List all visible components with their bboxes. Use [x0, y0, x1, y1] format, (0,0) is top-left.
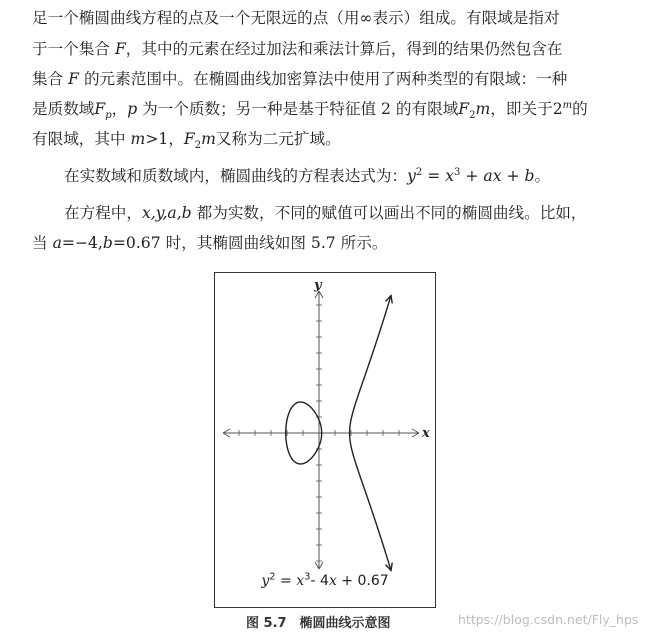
text-line-7 [64, 203, 586, 223]
text-span: 于一个集合 [32, 40, 115, 58]
text-span: >1， [145, 130, 184, 148]
math-operator: + [460, 167, 484, 185]
math-subscript: 2 [469, 110, 476, 122]
eq-x2: x [328, 573, 337, 589]
text-span: ，即关于 [490, 100, 553, 118]
text-span: ，其中的元素在经过加法和乘法计算后，得到的结果仍然包含在 [125, 40, 563, 58]
text-span: 足一个椭圆曲线方程的点及一个无限远的点（用∞表示）组成。有限域是指对 [32, 9, 560, 27]
math-symbol: F [183, 130, 195, 148]
text-span: 都为实数，不同的赋值可以画出不同的椭圆曲线。比如， [191, 204, 587, 222]
watermark: https://blog.csdn.net/Fly_hps [458, 612, 639, 627]
math-superscript: 2 [415, 166, 423, 178]
text-span: 。 [534, 167, 551, 185]
math-symbol: m [201, 130, 216, 148]
text-span: ， [111, 100, 128, 118]
text-line-2 [32, 39, 562, 59]
text-span: 集合 [32, 70, 69, 88]
math-symbol: 2 [552, 100, 563, 118]
math-symbol: ax [483, 167, 502, 185]
text-span: =0.67 时，其椭圆曲线如图 5.7 所示。 [112, 234, 388, 252]
eq-minus-term: - 4 [310, 573, 329, 589]
eq-exp2: 2 [269, 571, 276, 583]
set-symbol: F [68, 70, 79, 88]
x-axis-label: x [422, 426, 430, 441]
eq-x: x [296, 573, 305, 589]
math-symbol: F [94, 100, 106, 118]
text-span: 的元素范围中。在椭圆曲线加密算法中使用了两种类型的有限域：一种 [78, 70, 568, 88]
text-line-6 [64, 166, 550, 186]
math-symbol: x [445, 167, 455, 185]
math-symbol: x,y,a,b [141, 204, 192, 222]
text-line-1 [32, 8, 560, 28]
text-span: 有限域，其中 [32, 130, 131, 148]
math-symbol: b [102, 234, 113, 252]
text-span: 是质数域 [32, 100, 95, 118]
text-span: 当 [32, 234, 53, 252]
math-operator: = [422, 167, 446, 185]
text-line-3 [32, 69, 567, 89]
text-line-4 [32, 99, 588, 122]
y-axis-label: y [314, 278, 322, 293]
math-symbol: y [407, 167, 416, 185]
eq-exp3: 3 [304, 571, 311, 583]
math-operator: + [501, 167, 525, 185]
math-subscript: p [105, 110, 112, 122]
text-span: 又称为二元扩域。 [215, 130, 341, 148]
elliptic-curve-figure [214, 272, 436, 608]
math-symbol: F [458, 100, 470, 118]
text-span: 为一个质数；另一种是基于特征值 2 的有限域 [137, 100, 459, 118]
eq-equals: = [275, 573, 297, 589]
math-symbol: b [524, 167, 535, 185]
text-line-5 [32, 129, 341, 152]
math-superscript: m [562, 99, 573, 111]
set-symbol: F [114, 40, 126, 58]
curve-equation [215, 573, 435, 589]
text-line-8 [32, 233, 387, 253]
text-span: =−4, [61, 234, 103, 252]
text-span: 在实数域和质数域内，椭圆曲线的方程表达式为： [64, 167, 408, 185]
math-symbol: m [475, 100, 491, 118]
math-symbol: m [130, 130, 146, 148]
eq-constant: + 0.67 [336, 573, 389, 589]
math-symbol: p [127, 100, 138, 118]
math-subscript: 2 [194, 140, 202, 152]
curve-plot [215, 273, 435, 607]
text-span: 的 [572, 100, 588, 118]
math-superscript: 3 [454, 166, 461, 178]
text-span: 在方程中， [64, 204, 142, 222]
math-symbol: a [52, 234, 62, 252]
figure-caption: 图 5.7 椭圆曲线示意图 [246, 616, 391, 631]
eq-y: y [261, 573, 270, 589]
